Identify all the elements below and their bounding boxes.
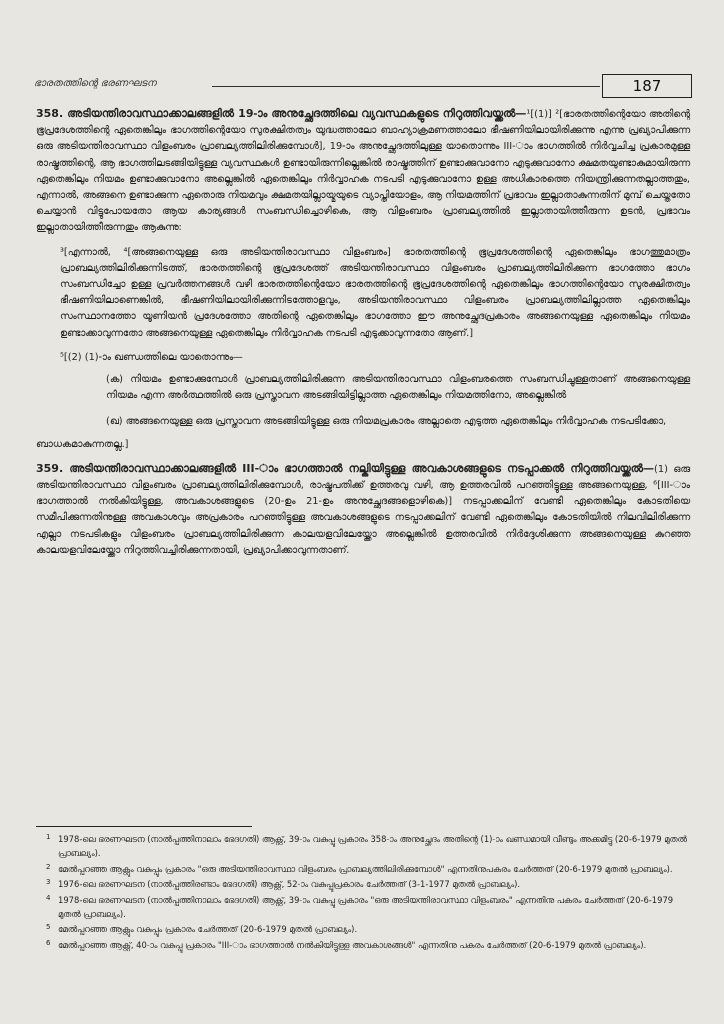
- clause-2-tail: ബാധകമാകുന്നതല്ല.]: [36, 438, 129, 450]
- section-358-heading: 358. അടിയന്തിരാവസ്ഥാക്കാലങ്ങളിൽ 19-ാം അനുച്ഛേദത്തിലെ വ്യവസ്ഥകളുടെ നിറുത്തിവയ്ക്കൽ—: [36, 107, 527, 120]
- footnote-text: മേൽപ്പറഞ്ഞ ആക്റ്റ്, 40-ാം വകുപ്പു പ്രകാരം "III-ാം ഭാഗത്താൽ നൽകിയിട്ടുള്ള അവകാശങ്ങൾ" എന്നതിനു പകരം ചേർത്തത് (20-6-1979 മുതൽ പ്രാബല്യം).: [58, 939, 647, 950]
- section-359-heading: 359. അടിയന്തിരാവസ്ഥാക്കാലങ്ങളിൽ III-ാം ഭാഗത്താൽ നല്കിയിട്ടുള്ള അവകാശങ്ങളുടെ നടപ്പാക്കൽ നിറുത്തിവയ്ക്കൽ—: [36, 461, 655, 475]
- section-359: [36, 461, 690, 559]
- footnote-mark: 6: [46, 938, 51, 947]
- running-title: ഭാരതത്തിന്റെ ഭരണഘടന: [34, 78, 157, 89]
- footnote-text: 1978-ലെ ഭരണഘടന (നാൽപ്പത്തിനാലാം ഭേദഗതി) ആക്റ്റ്, 39-ാം വകുപ്പു പ്രകാരം "ഒരു അടിയന്തിരാവസ്ഥാ വിളംബരം" എന്നതിനു പകരം ചേർത്തത് (20-6-1979 മുതൽ പ്രാബല്യം).: [58, 894, 674, 920]
- footnote-mark: 5: [46, 923, 51, 932]
- footnote-mark: 3: [46, 878, 51, 887]
- footnote-text: 1976-ലെ ഭരണഘടന (നാൽപ്പത്തിരണ്ടാം ഭേദഗതി) ആക്റ്റ്, 52-ാം വകുപ്പുപ്രകാരം ചേർത്തത് (3-1-1977 മുതൽ പ്രാബല്യം).: [58, 879, 521, 890]
- page-header: [34, 76, 692, 98]
- footnote: [46, 877, 692, 891]
- footnote-mark: 4: [46, 893, 51, 902]
- footnote-text: 1978-ലെ ഭരണഘടന (നാൽപ്പത്തിനാലാം ഭേദഗതി) ആക്റ്റ്, 39-ാം വകുപ്പു പ്രകാരം 358-ാം അനുച്ഛേദം അതിന്റെ (1)-ാം ഖണ്ഡമായി വീണ്ടും അക്കമിട്ടു (20-6-1979 മുതൽ പ്രാബല്യം).: [58, 834, 687, 859]
- clause-2-item-a: (ക) നിയമം ഉണ്ടാക്കുമ്പോൾ പ്രാബല്യത്തിലിരിക്കുന്ന അടിയന്തിരാവസ്ഥാ വിളംബരത്തെ സംബന്ധിച്ചുള്ളതാണ് അങ്ങനെയുള്ള നിയമം എന്ന അർത്ഥത്തിൽ ഒരു പ്രസ്താവന അടങ്ങിയിട്ടില്ലാത്ത ഏതെങ്കിലും നിയമത്തിനോ, അല്ലെങ്കിൽ: [106, 374, 690, 402]
- footnote: [46, 922, 692, 936]
- footnote: [46, 938, 692, 952]
- section-359-text: (1) ഒരു അടിയന്തിരാവസ്ഥാ വിളംബരം പ്രാബല്യത്തിലിരിക്കുമ്പോൾ, രാഷ്ട്രപതിക്ക് ഉത്തരവു വഴി, ആ ഉത്തരവിൽ പറഞ്ഞിട്ടുള്ള അങ്ങനെയുള്ള, ⁶[III-ാം ഭാഗത്താൽ നൽകിയിട്ടുള്ള, അവകാശങ്ങളുടെ (20-ഉം 21-ഉം അനുച്ഛേദങ്ങളൊഴികെ)] നടപ്പാക്കലിന് വേണ്ടി ഏതെങ്കിലും കോടതിയെ സമീപിക്കുന്നതിനുള്ള അവകാശവും അപ്രകാരം പറഞ്ഞിട്ടുള്ള അവകാശങ്ങളുടെ നടപ്പാക്കലിന് വേണ്ടി ഏതെങ്കിലും കോടതിയിൽ നിലവിലിരിക്കുന്ന എല്ലാ നടപടികളും വിളംബരം പ്രാബല്യത്തിലിരിക്കുന്ന കാലയളവിലേയ്ക്കോ അല്ലെങ്കിൽ ഉത്തരവിൽ നിർദ്ദേശിക്കുന്ന അങ്ങനെയുള്ള കുറഞ്ഞ കാലയളവിലേയ്ക്കോ നിറുത്തിവച്ചിരിക്കുന്നതായി, പ്രഖ്യാപിക്കാവുന്നതാണ്.: [36, 463, 690, 556]
- footnote-divider: [36, 826, 252, 827]
- section-358: [36, 106, 690, 237]
- footnote: [46, 893, 692, 922]
- document-body: [36, 106, 690, 559]
- footnote: [46, 832, 692, 861]
- footnote-text: മേൽപ്പറഞ്ഞ ആക്റ്റും വകുപ്പും പ്രകാരം ചേർത്തത് (20-6-1979 മുതൽ പ്രാബല്യം).: [58, 924, 358, 935]
- footnotes: [46, 832, 692, 953]
- page-number-box: [602, 74, 692, 98]
- footnote-text: മേൽപ്പറഞ്ഞ ആക്റ്റും വകുപ്പും പ്രകാരം "ഒരു അടിയന്തിരാവസ്ഥാ വിളംബരം പ്രാബല്യത്തിലിരിക്കുമ്പോൾ" എന്നതിനുപകരം ചേർത്തത് (20-6-1979 മുതൽ പ്രാബല്യം).: [58, 863, 673, 874]
- clause-2-intro: ⁵[(2) (1)-ാം ഖണ്ഡത്തിലെ യാതൊന്നും—: [60, 351, 243, 363]
- header-rule: [212, 86, 600, 87]
- footnote-mark: 1: [46, 833, 51, 841]
- clause-2-item-b: (ഖ) അങ്ങനെയുള്ള ഒരു പ്രസ്താവന അടങ്ങിയിട്ടുള്ള ഒരു നിയമപ്രകാരം അല്ലാതെ എടുത്ത ഏതെങ്കിലും നിർവ്വാഹക നടപടിക്കോ,: [106, 416, 667, 428]
- proviso-paragraph: ³[എന്നാൽ, ⁴[അങ്ങനെയുള്ള ഒരു അടിയന്തിരാവസ്ഥാ വിളംബരം] ഭാരതത്തിന്റെ ഭൂപ്രദേശത്തിന്റെ ഏതെങ്കിലും ഭാഗത്തുമാത്രം പ്രാബല്യത്തിലിരിക്കുന്നിടത്ത്, ഭാരതത്തിന്റെ ഭൂപ്രദേശത്ത് അടിയന്തിരാവസ്ഥാ വിളംബരം പ്രാബല്യത്തിലിരിക്കുന്ന ഭാഗത്തോ ഭാഗം സംബന്ധിച്ചോ ഉള്ള പ്രവർത്തനങ്ങൾ വഴി ഭാരതത്തിന്റെയോ ഭാരതത്തിന്റെ ഭൂപ്രദേശത്തിന്റെ ഏതെങ്കിലും ഭാഗത്തിന്റെയോ സുരക്ഷിതത്വം ഭീഷണിയിലാണെങ്കിൽ, ഭീഷണിയിലായിരിക്കുന്നിടത്തോളവും, അടിയന്തിരാവസ്ഥാ വിളംബരം പ്രാബല്യത്തിലില്ലാത്ത ഏതെങ്കിലും സംസ്ഥാനത്തോ യൂണിയൻ പ്രദേശത്തോ അതിന്റെ ഏതെങ്കിലും ഭാഗത്തോ ഈ അനുച്ഛേദപ്രകാരം അങ്ങനെയുള്ള ഏതെങ്കിലും നിയമം ഉണ്ടാക്കാവുന്നതോ അങ്ങനെയുള്ള ഏതെങ്കിലും നിർവ്വാഹക നടപടി എടുക്കാവുന്നതോ ആണ്.]: [60, 246, 690, 339]
- page-number: 187: [632, 77, 662, 95]
- footnote-mark: 2: [46, 862, 51, 871]
- section-358-text: ¹[(1)] ²[ഭാരതത്തിന്റെയോ അതിന്റെ ഭൂപ്രദേശത്തിന്റെ ഏതെങ്കിലും ഭാഗത്തിന്റെയോ സുരക്ഷിതത്വം യുദ്ധത്താലോ ബാഹ്യാക്രമണത്താലോ ഭീഷണിയിലായിരിക്കുന്നു എന്നു പ്രഖ്യാപിക്കുന്ന ഒരു അടിയന്തിരാവസ്ഥാ വിളംബരം പ്രാബല്യത്തിലിരിക്കുമ്പോൾ], 19-ാം അനുച്ഛേദത്തിലുള്ള യാതൊന്നും III-ാം ഭാഗത്തിൽ നിർവ്വചിച്ച പ്രകാരമുള്ള രാഷ്ട്രത്തിന്റെ, ആ ഭാഗത്തിലടങ്ങിയിട്ടുള്ള വ്യവസ്ഥകൾ ഉണ്ടായിരുന്നില്ലെങ്കിൽ രാഷ്ട്രത്തിന് ഉണ്ടാക്കുവാനോ എടുക്കുവാനോ ക്ഷമതയുണ്ടാകുമായിരുന്ന ഏതെങ്കിലും നിയമം ഉണ്ടാക്കുവാനോ അല്ലെങ്കിൽ ഏതെങ്കിലും നിർവ്വാഹക നടപടി എടുക്കുവാനോ ഉള്ള അധികാരത്തെ നിയന്ത്രിക്കുന്നതല്ലാത്തതും, എന്നാൽ, അങ്ങനെ ഉണ്ടാക്കുന്ന ഏതൊരു നിയമവും ക്ഷമതയില്ലായ്മയുടെ വ്യാപ്തിയോളം, ആ നിയമത്തിന് പ്രഭാവം ഇല്ലാതാകുന്നതിന് മുമ്പ് ചെയ്തതോ ചെയ്യാൻ വിട്ടുപോയതോ ആയ കാര്യങ്ങൾ സംബന്ധിച്ചൊഴികെ, ആ വിളംബരം പ്രാബല്യത്തിൽ ഇല്ലാതായിത്തീരുന്ന ഉടൻ, പ്രഭാവം ഇല്ലാതായിത്തീരുന്നതും ആകുന്നു:: [36, 109, 690, 234]
- footnote: [46, 862, 692, 876]
